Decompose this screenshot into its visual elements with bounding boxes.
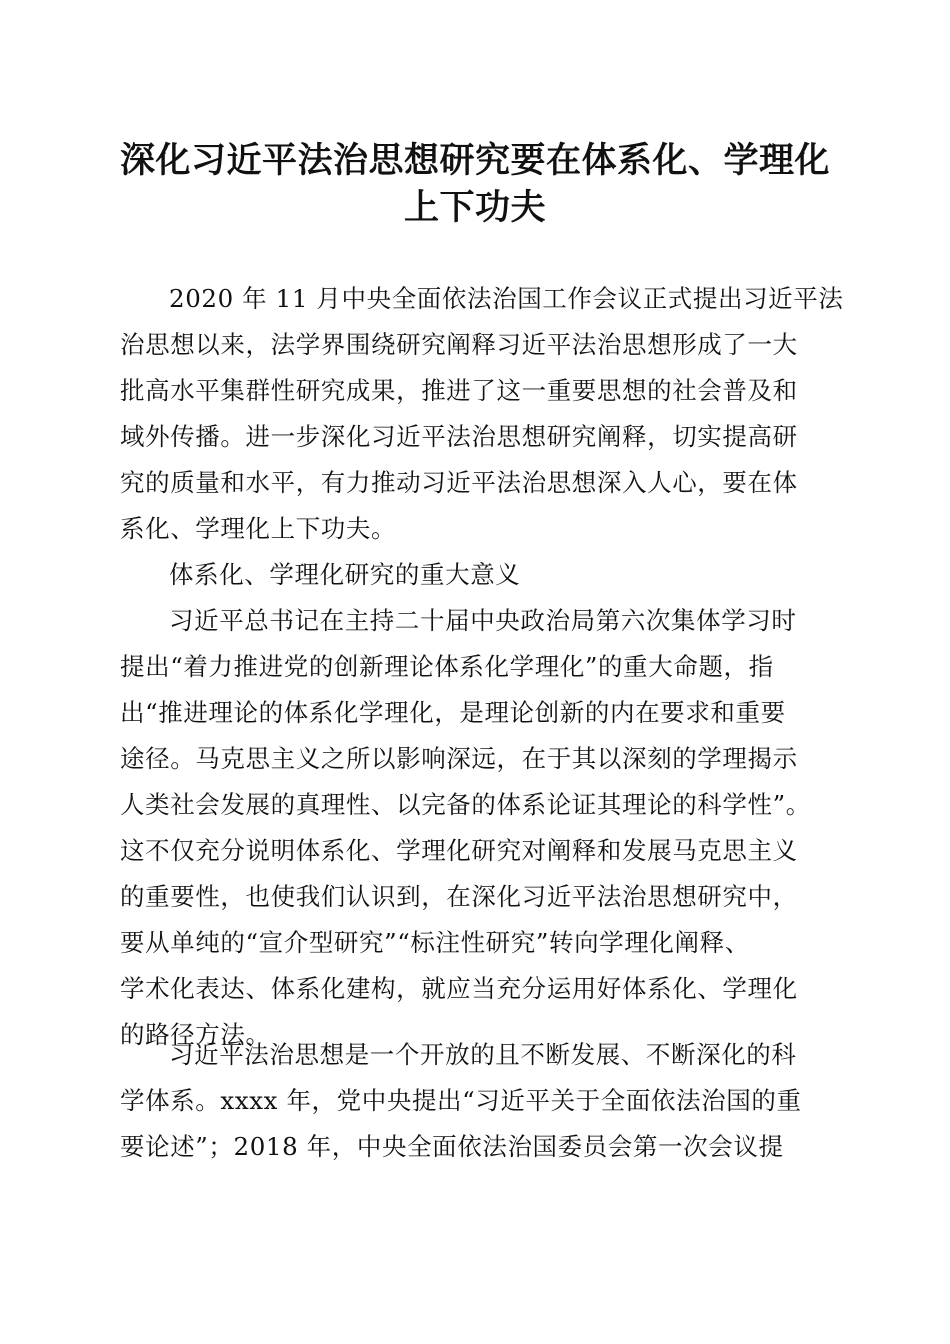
text-line: 途径。马克思主义之所以影响深远，在于其以深刻的学理揭示: [120, 744, 798, 773]
text-line: 2020 年 11 月中央全面依法治国工作会议正式提出习近平法: [169, 284, 844, 313]
paragraph-intro: [120, 276, 844, 552]
paragraph-significance: [120, 598, 840, 1058]
text-line: 出“推进理论的体系化学理化，是理论创新的内在要求和重要: [120, 698, 786, 727]
text-line: 系化、学理化上下功夫。: [120, 514, 397, 543]
document-title-line-2: 上下功夫: [403, 187, 546, 228]
text-line: 习近平总书记在主持二十届中央政治局第六次集体学习时: [169, 606, 797, 635]
text-line: 这不仅充分说明体系化、学理化研究对阐释和发展马克思主义: [120, 836, 798, 865]
text-line: 体系化、学理化研究的重大意义: [169, 560, 521, 589]
text-line: 要论述”；2018 年，中央全面依法治国委员会第一次会议提: [120, 1132, 784, 1161]
document-title-line-1: 深化习近平法治思想研究要在体系化、学理化: [119, 140, 830, 181]
text-line: 人类社会发展的真理性、以完备的体系论证其理论的科学性”。: [120, 790, 811, 819]
text-line: 学体系。xxxx 年，党中央提出“习近平关于全面依法治国的重: [120, 1086, 802, 1115]
text-line: 域外传播。进一步深化习近平法治思想研究阐释，切实提高研: [120, 422, 798, 451]
text-line: 提出“着力推进党的创新理论体系化学理化”的重大命题，指: [120, 652, 774, 681]
text-line: 学术化表达、体系化建构，就应当充分运用好体系化、学理化: [120, 974, 798, 1003]
text-line: 治思想以来，法学界围绕研究阐释习近平法治思想形成了一大: [120, 330, 798, 359]
paragraph-development: [120, 1032, 840, 1170]
text-line: 的重要性，也使我们认识到，在深化习近平法治思想研究中，: [120, 882, 798, 911]
text-line: 批高水平集群性研究成果，推进了这一重要思想的社会普及和: [120, 376, 798, 405]
text-line: 的路径方法。: [120, 1020, 271, 1049]
section-heading: [120, 552, 840, 598]
text-line: 习近平法治思想是一个开放的且不断发展、不断深化的科: [169, 1040, 797, 1069]
text-line: 要从单纯的“宣介型研究”“标注性研究”转向学理化阐释、: [120, 928, 750, 957]
text-line: 究的质量和水平，有力推动习近平法治思想深入人心，要在体: [120, 468, 798, 497]
